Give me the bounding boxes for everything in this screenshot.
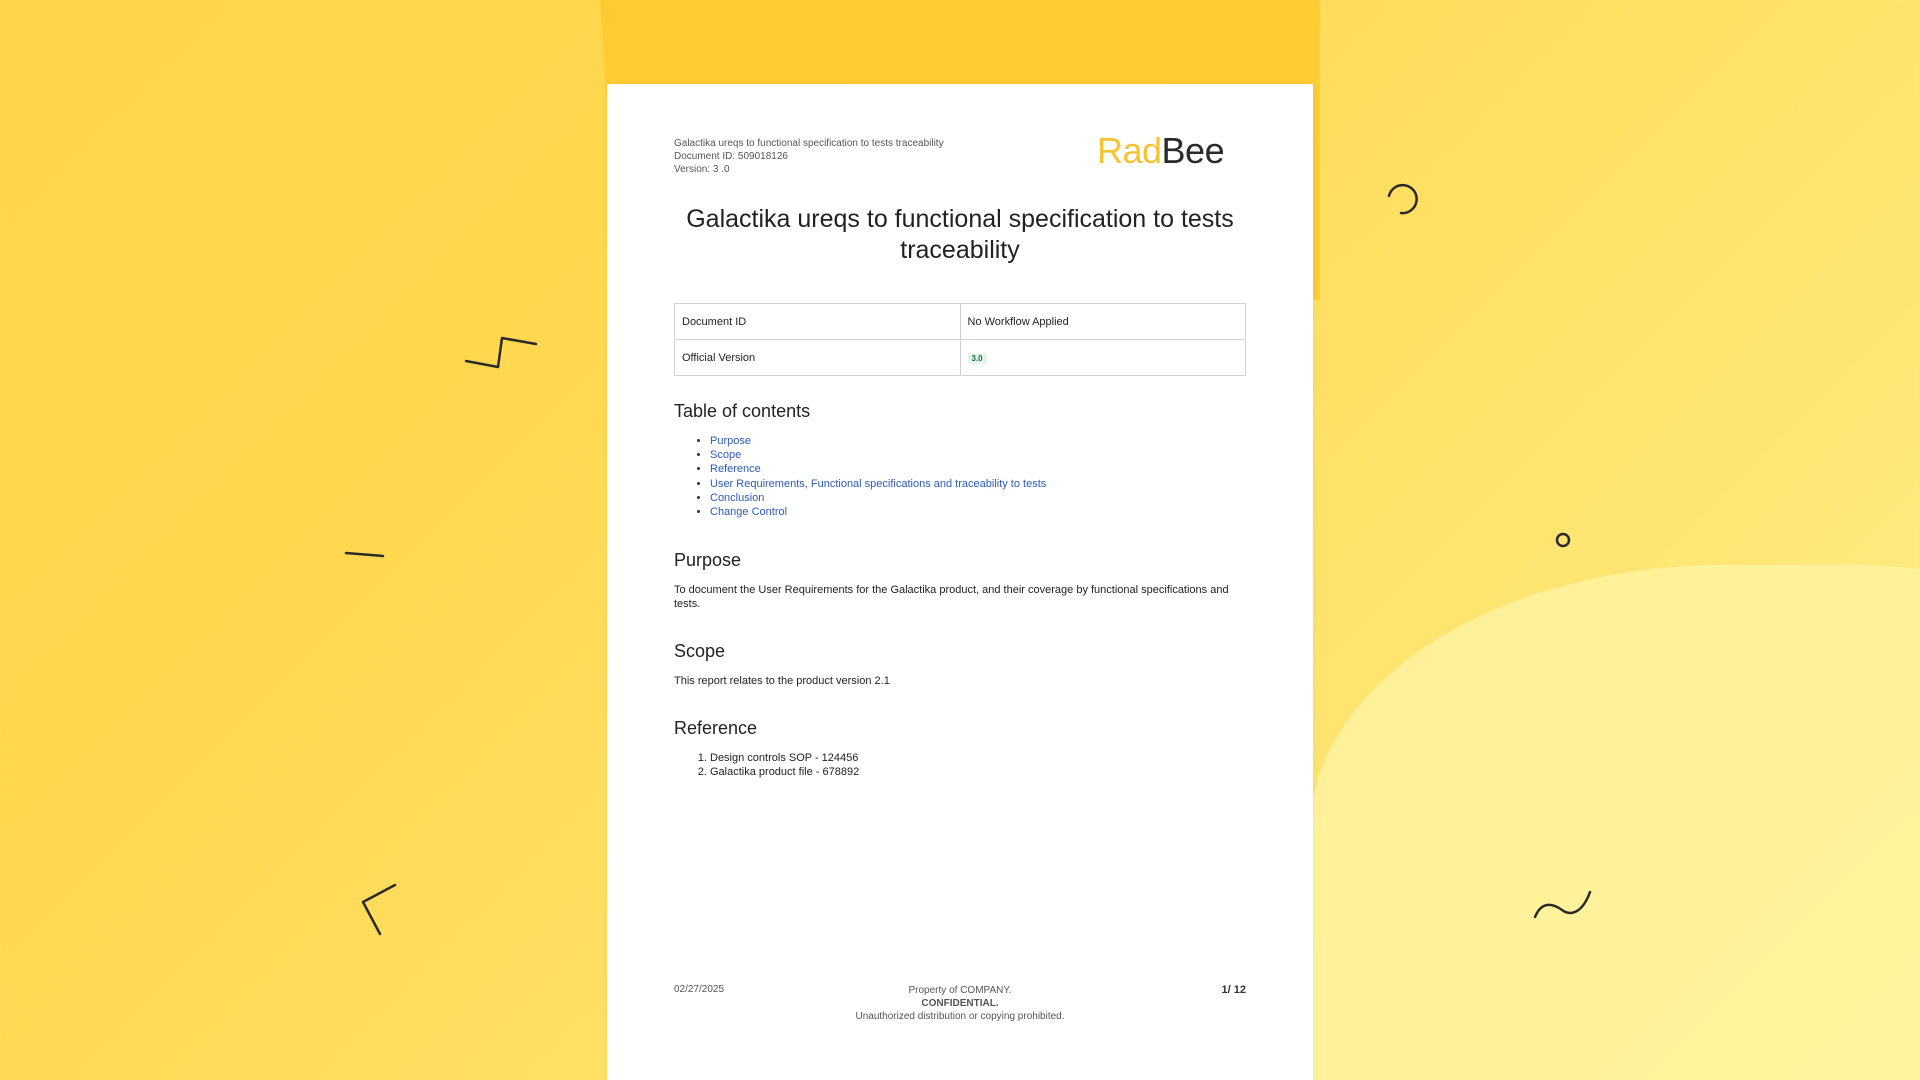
- table-of-contents: [674, 434, 1046, 519]
- zigzag-doodle: [462, 330, 542, 370]
- toc-link-scope[interactable]: Scope: [710, 449, 742, 462]
- toc-item: [710, 491, 1046, 505]
- toc-link-user-requirements[interactable]: User Requirements, Functional specifications and traceability to tests: [710, 477, 1047, 490]
- chevron-doodle: [357, 880, 401, 940]
- reference-heading: Reference: [674, 718, 758, 738]
- toc-item: [710, 462, 1046, 476]
- toc-item: [710, 434, 1046, 448]
- toc-link-purpose[interactable]: Purpose: [710, 435, 751, 447]
- toc-link-change-control[interactable]: Change Control: [710, 506, 788, 519]
- footer-date: 02/27/2025: [674, 984, 725, 995]
- toc-item: [710, 505, 1046, 519]
- row-value: [960, 340, 1246, 376]
- circle-doodle: [1553, 530, 1573, 550]
- meta-version: Version: 3 .0: [674, 164, 730, 175]
- logo-rad: Rad: [1097, 130, 1162, 171]
- footer-confidential: CONFIDENTIAL.: [921, 998, 999, 1009]
- purpose-heading: Purpose: [674, 550, 742, 570]
- toc-item: [710, 477, 1046, 491]
- radbee-logo: [1097, 130, 1224, 172]
- purpose-text: To document the User Requirements for the Galactika product, and their coverage by functional specifications and tests.: [674, 584, 1229, 610]
- logo-bee: Bee: [1161, 130, 1225, 171]
- footer-distribution: Unauthorized distribution or copying prohibited.: [855, 1011, 1065, 1022]
- page-number: 1/ 12: [1221, 984, 1246, 996]
- wave-doodle: [1530, 886, 1596, 922]
- meta-document-id: Document ID: 509018126: [674, 151, 788, 162]
- background-blob: [1310, 565, 1920, 1080]
- toc-heading: Table of contents: [674, 401, 811, 421]
- toc-item: [710, 448, 1046, 462]
- row-label: Document ID: [675, 304, 961, 340]
- footer-property: Property of COMPANY.: [908, 985, 1012, 996]
- list-item: 2. Galactika product file - 678892: [710, 765, 859, 779]
- scope-text: This report relates to the product version 2.1: [674, 675, 890, 687]
- info-table: [674, 303, 1246, 376]
- scope-heading: Scope: [674, 641, 726, 661]
- document-page: [607, 84, 1313, 1080]
- row-value: No Workflow Applied: [960, 304, 1246, 340]
- dash-doodle: [343, 547, 389, 561]
- meta-title: Galactika ureqs to functional specification to tests traceability: [674, 138, 944, 149]
- reference-list: [674, 751, 859, 779]
- list-item: 1. Design controls SOP - 124456: [710, 751, 859, 765]
- row-label: Official Version: [675, 340, 961, 376]
- document-meta: [674, 137, 944, 176]
- table-row: [675, 340, 1246, 376]
- table-row: [675, 304, 1246, 340]
- arc-doodle: [1381, 176, 1425, 220]
- footer-notice: [807, 984, 1113, 1023]
- version-badge: 3.0: [968, 353, 987, 364]
- toc-link-reference[interactable]: Reference: [710, 463, 761, 476]
- toc-link-conclusion[interactable]: Conclusion: [710, 491, 765, 504]
- page-title: Galactika ureqs to functional specification to tests traceability: [686, 205, 1234, 264]
